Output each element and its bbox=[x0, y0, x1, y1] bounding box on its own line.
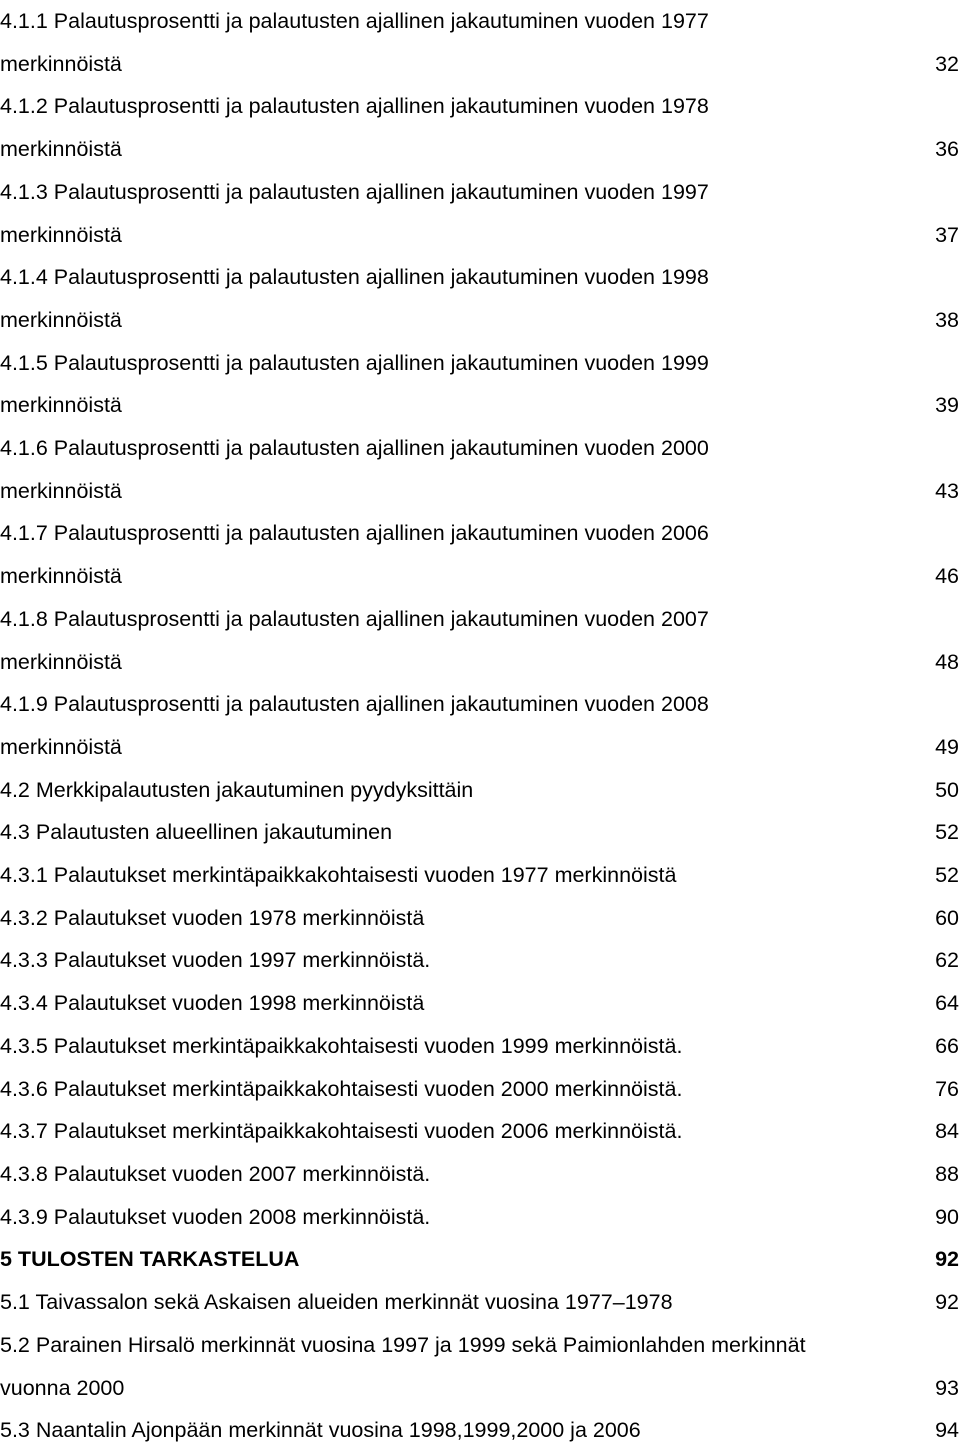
toc-entry[interactable] bbox=[0, 982, 960, 1025]
toc-page-number: 90 bbox=[935, 1204, 959, 1229]
toc-entry[interactable] bbox=[0, 1025, 960, 1068]
toc-page-number: 93 bbox=[935, 1375, 959, 1400]
toc-page-number: 37 bbox=[935, 222, 959, 247]
toc-entry[interactable] bbox=[0, 897, 960, 940]
toc-entry[interactable] bbox=[0, 427, 960, 512]
toc-entry-title-continued: merkinnöistä bbox=[0, 393, 122, 418]
toc-entry-title: 4.1.6 Palautusprosentti ja palautusten ajallinen jakautuminen vuoden 2000 bbox=[0, 436, 709, 461]
toc-entry-title: 4.3.4 Palautukset vuoden 1998 merkinnöistä bbox=[0, 991, 425, 1016]
toc-page-number: 48 bbox=[935, 649, 959, 674]
toc-entry-title: 4.3.2 Palautukset vuoden 1978 merkinnöistä bbox=[0, 905, 425, 930]
toc-entry-title-continued: merkinnöistä bbox=[0, 307, 122, 332]
toc-page-number: 52 bbox=[935, 820, 959, 845]
toc-entry[interactable] bbox=[0, 1409, 960, 1452]
toc-entry-title: 4.2 Merkkipalautusten jakautuminen pyydyksittäin bbox=[0, 777, 474, 802]
toc-entry-title: 4.1.1 Palautusprosentti ja palautusten ajallinen jakautuminen vuoden 1977 bbox=[0, 9, 709, 33]
toc-page-number: 60 bbox=[935, 905, 959, 930]
toc-entry-title: 4.3.3 Palautukset vuoden 1997 merkinnöistä. bbox=[0, 948, 431, 973]
toc-entry-title-continued: merkinnöistä bbox=[0, 137, 122, 162]
toc-entry[interactable] bbox=[0, 769, 960, 812]
toc-entry[interactable] bbox=[0, 171, 960, 256]
toc-entry-title-continued: merkinnöistä bbox=[0, 222, 122, 247]
toc-page-number: 88 bbox=[935, 1161, 959, 1186]
toc-entry[interactable] bbox=[0, 1153, 960, 1196]
toc-entry-title: 4.3.9 Palautukset vuoden 2008 merkinnöistä. bbox=[0, 1204, 431, 1229]
toc-page-number: 62 bbox=[935, 948, 959, 973]
toc-page-number: 84 bbox=[935, 1119, 959, 1144]
toc-entry[interactable] bbox=[0, 1110, 960, 1153]
toc-entry[interactable] bbox=[0, 1281, 960, 1324]
toc-entry-title-continued: merkinnöistä bbox=[0, 564, 122, 589]
toc-page-number: 94 bbox=[935, 1418, 959, 1443]
toc-page-number: 39 bbox=[935, 393, 959, 418]
toc-entry-title-continued: merkinnöistä bbox=[0, 649, 122, 674]
toc-entry[interactable] bbox=[0, 1068, 960, 1111]
toc-page-number: 50 bbox=[935, 777, 959, 802]
toc-page-number: 66 bbox=[935, 1033, 959, 1058]
toc-entry[interactable] bbox=[0, 854, 960, 897]
toc-entry-title: 4.1.7 Palautusprosentti ja palautusten ajallinen jakautuminen vuoden 2006 bbox=[0, 521, 709, 546]
toc-page-number: 43 bbox=[935, 478, 959, 503]
toc-entry[interactable] bbox=[0, 1196, 960, 1239]
toc-page-number: 52 bbox=[935, 863, 959, 888]
toc-page-number: 64 bbox=[935, 991, 959, 1016]
toc-page-number: 46 bbox=[935, 564, 959, 589]
toc-entry-title: 5.3 Naantalin Ajonpään merkinnät vuosina 1998,1999,2000 ja 2006 bbox=[0, 1418, 641, 1443]
toc-entry[interactable] bbox=[0, 1324, 960, 1409]
toc-entry[interactable] bbox=[0, 85, 960, 170]
toc-entry-title: 4.1.4 Palautusprosentti ja palautusten ajallinen jakautuminen vuoden 1998 bbox=[0, 265, 709, 290]
toc-entry-title-continued: merkinnöistä bbox=[0, 51, 122, 76]
toc-page-number: 92 bbox=[935, 1290, 959, 1315]
toc-page-number: 76 bbox=[935, 1076, 959, 1101]
toc-entry[interactable] bbox=[0, 683, 960, 768]
toc-entry-title: 4.1.9 Palautusprosentti ja palautusten ajallinen jakautuminen vuoden 2008 bbox=[0, 692, 709, 717]
toc-entry-title-continued: vuonna 2000 bbox=[0, 1375, 125, 1400]
toc-entry-title: 4.3.6 Palautukset merkintäpaikkakohtaisesti vuoden 2000 merkinnöistä. bbox=[0, 1076, 683, 1101]
toc-page-number: 36 bbox=[935, 137, 959, 162]
toc-page-number: 92 bbox=[935, 1247, 959, 1272]
toc-entry-title: 5.2 Parainen Hirsalö merkinnät vuosina 1997 ja 1999 sekä Paimionlahden merkinnät bbox=[0, 1332, 806, 1357]
toc-entry-title: 4.3 Palautusten alueellinen jakautuminen bbox=[0, 820, 393, 845]
toc-entry-title-continued: merkinnöistä bbox=[0, 478, 122, 503]
toc-page-number: 49 bbox=[935, 734, 959, 759]
toc-entry-title: 4.3.8 Palautukset vuoden 2007 merkinnöistä. bbox=[0, 1161, 431, 1186]
toc-entry-title: 4.3.7 Palautukset merkintäpaikkakohtaisesti vuoden 2006 merkinnöistä. bbox=[0, 1119, 683, 1144]
toc-entry-title: 4.1.8 Palautusprosentti ja palautusten ajallinen jakautuminen vuoden 2007 bbox=[0, 606, 709, 631]
toc-entry-title: 5.1 Taivassalon sekä Askaisen alueiden merkinnät vuosina 1977–1978 bbox=[0, 1290, 673, 1315]
toc-page-number: 32 bbox=[935, 51, 959, 76]
toc-chapter-title: 5 TULOSTEN TARKASTELUA bbox=[0, 1247, 300, 1272]
toc-entry[interactable] bbox=[0, 512, 960, 597]
toc-chapter-entry[interactable] bbox=[0, 1238, 960, 1281]
toc-entry[interactable] bbox=[0, 0, 960, 85]
toc-entry-title: 4.3.5 Palautukset merkintäpaikkakohtaisesti vuoden 1999 merkinnöistä. bbox=[0, 1033, 683, 1058]
toc-page-number: 38 bbox=[935, 307, 959, 332]
toc-entry[interactable] bbox=[0, 342, 960, 427]
toc-entry[interactable] bbox=[0, 256, 960, 341]
toc-entry[interactable] bbox=[0, 811, 960, 854]
toc-entry-title-continued: merkinnöistä bbox=[0, 734, 122, 759]
toc-entry-title: 4.1.3 Palautusprosentti ja palautusten ajallinen jakautuminen vuoden 1997 bbox=[0, 179, 709, 204]
toc-entry[interactable] bbox=[0, 939, 960, 982]
toc-entry[interactable] bbox=[0, 598, 960, 683]
toc-entry-title: 4.3.1 Palautukset merkintäpaikkakohtaisesti vuoden 1977 merkinnöistä bbox=[0, 863, 677, 888]
toc-entry-title: 4.1.2 Palautusprosentti ja palautusten ajallinen jakautuminen vuoden 1978 bbox=[0, 94, 709, 119]
toc-entry-title: 4.1.5 Palautusprosentti ja palautusten ajallinen jakautuminen vuoden 1999 bbox=[0, 350, 709, 375]
